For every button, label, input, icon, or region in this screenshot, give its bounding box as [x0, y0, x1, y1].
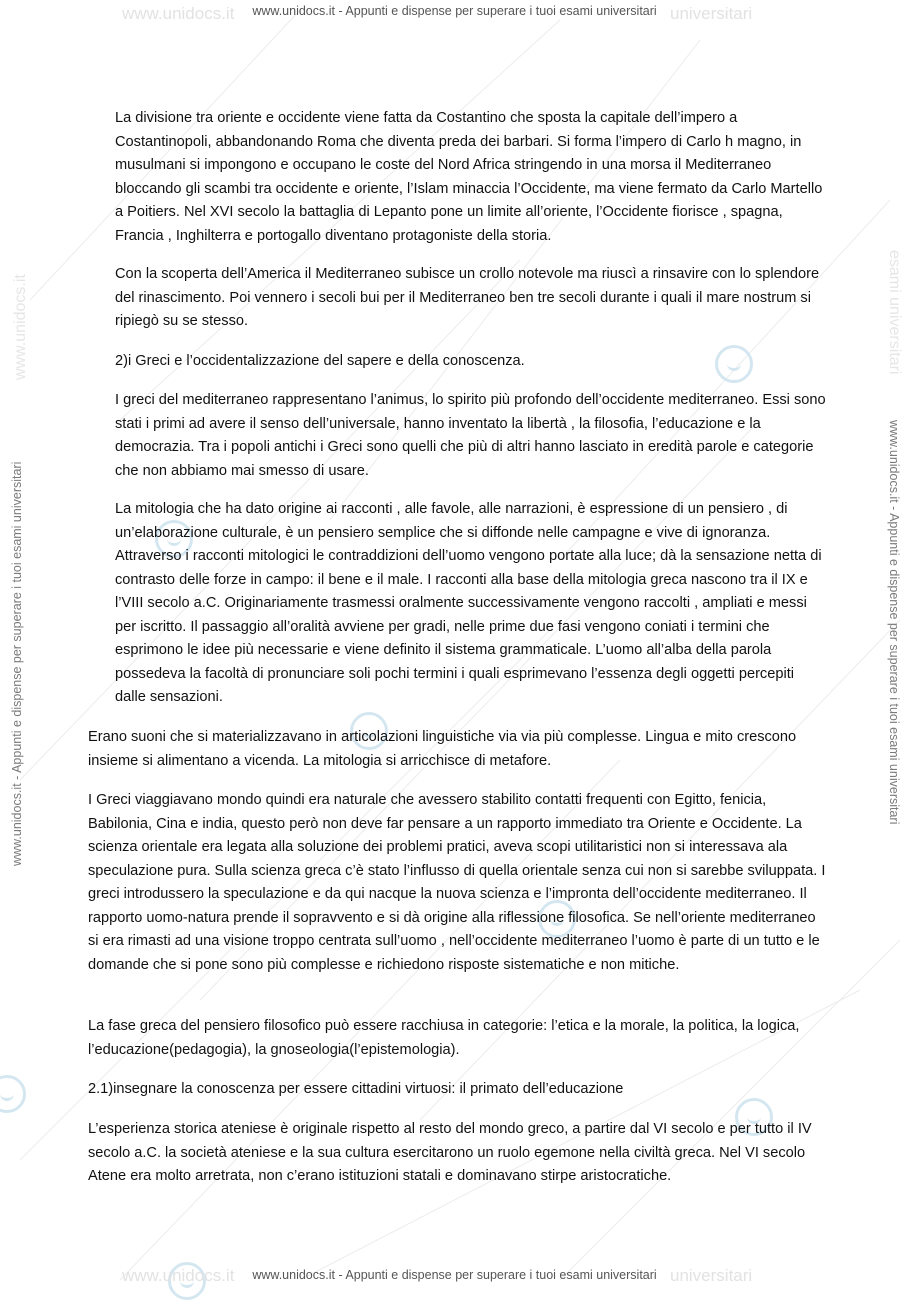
- footer-ghost-right: universitari: [670, 1266, 753, 1285]
- section-heading-2: 2)i Greci e l’occidentalizzazione del sapere e della conoscenza.: [115, 353, 525, 369]
- left-side-banner: www.unidocs.it - Appunti e dispense per superare i tuoi esami universitari: [10, 461, 24, 866]
- paragraph-greeks-travel: I Greci viaggiavano mondo quindi era naturale che avessero stabilito contatti frequenti con Egitto, fenicia, Babilonia, Cina e india, questo però non deve far pensare a un rapporto immediato tra Oriente e Occidente. La scienza orientale era legata alla soluzione dei problemi pratici, aveva scopi utilitaristici non si interessava ala speculazione pura. Sulla scienza greca c’è stato l’influsso di quella orientale senza cui non si sarebbe sviluppata. I greci introdussero la speculazione e da qui nacque la nuova scienza e l’impronta dell’occidente mediterraneo. Il rapporto uomo-natura prende il sopravvento e si dà origine alla riflessione filosofica. Se nell’oriente mediterraneo si era rimasti ad una visione troppo centrata sull’uomo , nell’occidente mediterraneo l’uomo è parte di un tutto e le domande che si pone sono più complesse e richiedono risposte sistematiche e non mitiche.: [88, 792, 826, 973]
- footer-ghost-left: www.unidocs.it: [122, 1266, 235, 1285]
- paragraph-philosophical-categories: La fase greca del pensiero filosofico può essere racchiusa in categorie: l’etica e la morale, la politica, la logica, l’educazione(pedagogia), la gnoseologia(l’epistemologia).: [88, 1018, 800, 1058]
- paragraph-discovery-america: Con la scoperta dell’America il Mediterraneo subisce un crollo notevole ma riuscì a rinsavire con lo splendore del rinascimento. Poi vennero i secoli bui per il Mediterraneo ben tre secoli durante i quali il mare nostrum si ripiegò su se stesso.: [115, 266, 820, 329]
- header-ghost-right: universitari: [670, 4, 753, 23]
- footer-banner: www.unidocs.it - Appunti e dispense per superare i tuoi esami universitari: [252, 1268, 657, 1282]
- left-ghost-text: www.unidocs.it: [12, 274, 29, 380]
- paragraph-greeks-animus: I greci del mediterraneo rappresentano l’animus, lo spirito più profondo dell’occidente mediterraneo. Essi sono stati i primi ad avere il senso dell’universale, hanno inventato la libertà , la filosofia, l’educazione e la democrazia. Tra i popoli antichi i Greci sono quelli che più di altri hanno lasciato in eredità parole e categorie che non abbiamo mai smesso di usare.: [115, 392, 826, 479]
- paragraph-division-east-west: La divisione tra oriente e occidente viene fatta da Costantino che sposta la capitale dell’impero a Costantinopoli, abbandonando Roma che diventa preda dei barbari. Si forma l’impero di Carlo h magno, in musulmani si impongono e occupano le coste del Nord Africa stringendo in una morsa il Mediterraneo bloccando gli scambi tra occidente e oriente, l’Islam minaccia l’Occidente, ma viene fermato da Carlo Martello a Poitiers. Nel XVI secolo la battaglia di Lepanto pone un limite all’oriente, l’Occidente fiorisce , spagna, Francia , Inghilterra e portogallo diventano protagoniste della storia.: [115, 110, 823, 244]
- paragraph-mythology: La mitologia che ha dato origine ai racconti , alle favole, alle narrazioni, è espressione di un pensiero , di un’elaborazione culturale, è un pensiero semplice che si diffonde nelle campagne e vive di ignoranza. Attraverso i racconti mitologici le contraddizioni dell’uomo vengono portate alla luce; dà la sensazione netta di contrasto delle forze in campo: il bene e il male. I racconti alla base della mitologia greca nascono tra il IX e l’VIII secolo a.C. Originariamente trasmessi oralmente successivamente vengono raccolti , ampliati e messi per iscritto. Il passaggio all’oralità avviene per gradi, nelle prime due fasi vengono coniati i termini che esprimono le idee più necessarie e viene definito il sistema grammaticale. L’uomo all’alba della parola possedeva la facoltà di pronunciare soli pochi termini i quali esprimevano l’essenza degli oggetti percepiti dalle sensazioni.: [115, 501, 822, 705]
- section-heading-2-1: 2.1)insegnare la conoscenza per essere cittadini virtuosi: il primato dell’educazione: [88, 1081, 624, 1097]
- paragraph-athenian-experience: L’esperienza storica ateniese è originale rispetto al resto del mondo greco, a partire dal VI secolo e per tutto il IV secolo a.C. la società ateniese e la sua cultura esercitarono un ruolo egemone nella civiltà greca. Nel VI secolo Atene era molto arretrata, non c’erano istituzioni statali e dominavano stirpe aristocratiche.: [88, 1121, 812, 1184]
- right-side-banner: www.unidocs.it - Appunti e dispense per superare i tuoi esami universitari: [887, 420, 901, 825]
- paragraph-sounds-language: Erano suoni che si materializzavano in articolazioni linguistiche via via più complesse. Lingua e mito crescono insieme si alimentano a vicenda. La mitologia si arricchisce di metafore.: [88, 729, 797, 769]
- header-banner: www.unidocs.it - Appunti e dispense per superare i tuoi esami universitari: [252, 4, 657, 18]
- right-ghost-text: esami universitari: [886, 250, 903, 375]
- header-ghost-left: www.unidocs.it: [122, 4, 235, 23]
